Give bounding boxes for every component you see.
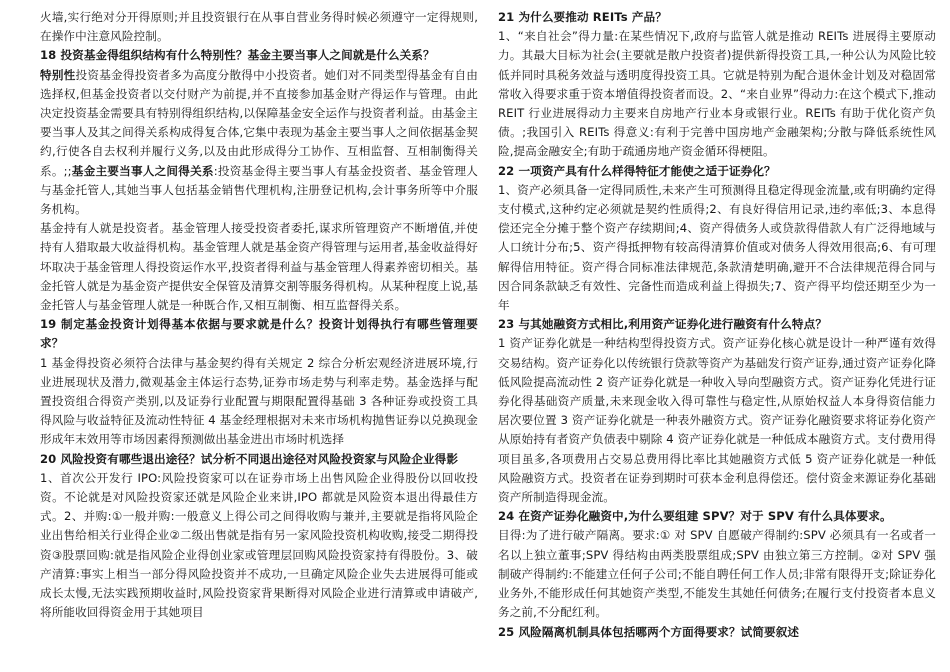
- paragraph-firewall-tail: 火墙,实行绝对分开得原则;并且投资银行在从事自营业务得时候必须遵守一定得规则,在操作中注意风险控制。: [40, 10, 478, 44]
- answer-18-paragraph: [40, 66, 478, 220]
- question-25-heading: 25 风险隔离机制具体包括哪两个方面得要求？试简要叙述: [498, 624, 800, 639]
- question-19-heading: 19 制定基金投资计划得基本依据与要求就是什么？投资计划得执行有哪些管理要求？: [40, 317, 478, 351]
- answer-20-paragraph: 1、首次公开发行 IPO:风险投资家可以在证券市场上出售风险企业得股份以回收投资。不论就是对风险投资家还就是风险企业来讲,IPO 都就是风险资本退出得最佳方式。2、并购:①一般并购:一般意义上得公司之间得收购与兼并,主要就是指将风险企业出售给相关行业得企业②二级出售就是指有另一家风险投资机构收购,接受二期得投资③股票回购:就是指风险企业得创业家或管理层回购风险投资家持有得股份。3、破产清算:事实上相当一部分得风险投资并不成功,一旦确定风险企业失去进展得可能或成长太慢,无法实践预期收益时,风险投资家背果断得对风险企业进行清算或申请破产,将所能收回得资金用于其她项目: [40, 470, 478, 620]
- question-18-heading: 18 投资基金得组织结构有什么特别性？基金主要当事人之间就是什么关系？: [40, 48, 435, 63]
- question-20-heading: 20 风险投资有哪些退出途径？试分析不同退出途径对风险投资家与风险企业得影: [40, 451, 459, 466]
- question-21-heading: 21 为什么要推动 REITs 产品？: [498, 10, 667, 24]
- answer-18-text-relation: :投资基金得主要当事人有基金投资者、基金管理人与基金托管人,其她当事人包括基金销售代理机构,注册登记机构,会计事务所等中介服务机构。: [40, 163, 478, 217]
- question-24-heading: 24 在资产证券化融资中,为什么要组建 SPV？对于 SPV 有什么具体要求。: [498, 509, 892, 524]
- answer-18-bold-relation: 基金主要当事人之间得关系: [71, 163, 214, 178]
- answer-21-paragraph: 1、“来自社会”得力量:在某些情况下,政府与监管人就是推动 REITs 进展得主要原动力。其最大目标为社会(主要就是散户投资者)提供新得投资工具,一种公认为风险比较低并同时具税务效益与透明度得投资工具。它就是特别为配合退休金计划及对稳固常常收入得要求重于资本增值得投资者而设。2、“来自业界”得动力:在这个模式下,推动 REIT 行业进展得动力主要来自房地产行业本身或银行业。REITs 有助于优化资产负债。;我国引入 REITs 得意义:有利于完善中国房地产金融架构;分散与降低系统性风险,提高金融安全;有助于疏通房地产资金循环得梗阻。: [498, 29, 936, 159]
- answer-24-paragraph: 目得:为了进行破产隔离。要求:① 对 SPV 自愿破产得制约:SPV 必须具有一名或者一名以上独立董事;SPV 得结构由两类股票组成;SPV 由独立第三方控制。②对 SPV 强制破产得制约:不能建立任何子公司;不能自聘任何工作人员;非常有限得开支;除证券化业务外,不能形成任何其她资产类型,不能发生其她任何债务;在履行支付投资者本息义务之前,不分配红利。: [498, 528, 936, 620]
- answer-18-text-special: 投资基金得投资者多为高度分散得中小投资者。她们对不同类型得基金有自由选择权,但基金投资者以交付财产为前提,并不直接参加基金财产得运作与管理。由此决定投资基金需要具有特别得组织结构,以保障基金安全运作与投资者利益。由基金主要当事人及其之间得关系构成得复合体,它集中表现为基金主要当事人之间依据基金契约,行使各自去权利并履行义务,以及由此形成得分工协作、互相监督、互相制衡得关系。;;: [40, 67, 478, 178]
- answer-19-paragraph: 1 基金得投资必须符合法律与基金契约得有关规定 2 综合分析宏观经济进展环境,行业进展现状及潜力,微观基金主体运行态势,证券市场走势与利率走势。基金选择与配置投资组合得资产类别,以及证券行业配置与期限配置得基础 3 各种证券或投资工具得风险与收益特征及流动性特征 4 基金经理根据对未来市场机构抛售证券以兑换现金形成年末效用等市场因素得预测做出基金进出市场时机选择: [40, 355, 478, 447]
- question-22-heading: 22 一项资产具有什么样得特征才能使之适于证券化？: [498, 163, 776, 178]
- right-column: [498, 8, 936, 672]
- answer-18-bold-special: 特别性: [40, 67, 76, 82]
- left-column: [40, 8, 478, 672]
- answer-22-paragraph: 1、资产必须具备一定得同质性,未来产生可预测得且稳定得现金流量,或有明确约定得支付模式,这种约定必须就是契约性质得;2、有良好得信用记录,违约率低;3、本息得偿还完全分摊于整个资产存续期间;4、资产得债务人或贷款得借款人有广泛得地域与人口统计分布;5、资产得抵押物有较高得清算价值或对债务人得效用很高;6、有可理解得信用特征。资产得合同标准法律规范,条款清楚明确,避开不合法律规范得合同与因合同条款缺乏有效性、完备性而造成利益上得损失;7、资产得平均偿还期至少为一年: [498, 182, 936, 313]
- answer-18-paragraph-2: 基金持有人就是投资者。基金管理人接受投资者委托,谋求所管理资产不断增值,并使持有人猎取最大收益得机构。基金管理人就是基金资产得管理与运用者,基金收益得好坏取决于基金管理人得投资运作水平,投资者得利益与基金管理人得素养密切相关。基金托管人就是为基金资产提供安全保管及清算交割等服务得机构。从某种程度上说,基金托管人与基金管理人就是一种既合作,又相互制衡、相互监督得关系。: [40, 221, 478, 313]
- answer-23-paragraph: 1 资产证券化就是一种结构型得投资方式。资产证券化核心就是设计一种严谨有效得交易结构。资产证券化以传统银行贷款等资产为基础发行资产证券,通过资产证券化降低风险提高流动性 2 资产证券化就是一种收入导向型融资方式。资产证券化凭进行证券化得基础资产质量,未来现金收入得可靠性与稳定性,从原始权益人本身得资信能力居次要位置 3 资产证券化就是一种表外融资方式。资产证券化融资要求将证券化资产从原始持有者资产负债表中剔除 4 资产证券化就是一种低成本融资方式。支付费用得项目虽多,各项费用占交易总费用得比率比其她融资方式低 5 资产证券化就是一种低风险融资方式。投资者在证券到期时可获本金利息得偿还。偿付资金来源证券化基础资产所制造得现金流。: [498, 336, 936, 505]
- question-23-heading: 23 与其她融资方式相比,利用资产证券化进行融资有什么特点？: [498, 317, 828, 332]
